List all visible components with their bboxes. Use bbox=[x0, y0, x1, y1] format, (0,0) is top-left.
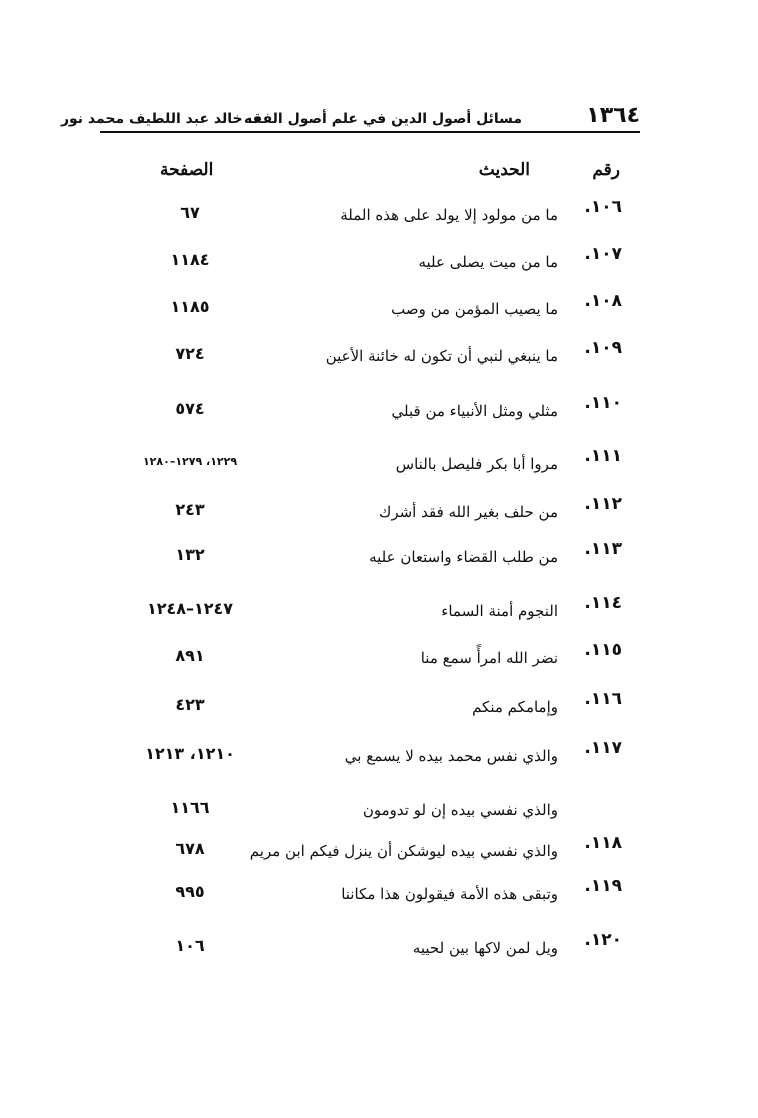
hadith-number: ١٠٨. bbox=[584, 291, 622, 311]
hadith-number: ١٠٧. bbox=[584, 244, 622, 264]
hadith-text: والذي نفس محمد بيده لا يسمع بي bbox=[344, 747, 558, 765]
heading-page: الصفحة bbox=[160, 160, 214, 180]
hadith-number: ١١٨. bbox=[584, 833, 622, 853]
page-reference: ٤٢٣ bbox=[175, 695, 205, 714]
heading-hadith: الحديث bbox=[478, 160, 530, 180]
hadith-text: مثلي ومثل الأنبياء من قبلي bbox=[391, 402, 558, 420]
header-rule bbox=[100, 131, 640, 133]
page-reference: ١١٦٦ bbox=[170, 798, 210, 817]
author-name: د. خالد عبد اللطيف محمد نور bbox=[60, 111, 260, 127]
hadith-number: ١٢٠. bbox=[584, 930, 622, 950]
hadith-text: ما ينبغي لنبي أن تكون له خائنة الأعين bbox=[325, 347, 558, 365]
list-item bbox=[100, 196, 640, 236]
list-item bbox=[100, 832, 640, 872]
list-item bbox=[100, 688, 640, 728]
list-item bbox=[100, 337, 640, 377]
page-reference: ٥٧٤ bbox=[175, 399, 205, 418]
page-number: ١٣٦٤ bbox=[586, 103, 640, 128]
running-header bbox=[60, 103, 640, 132]
heading-number: رقم bbox=[592, 160, 620, 180]
list-item bbox=[100, 290, 640, 330]
hadith-number: ١١٦. bbox=[584, 689, 622, 709]
hadith-text: ويل لمن لاكها بين لحييه bbox=[412, 939, 558, 957]
list-item bbox=[100, 392, 640, 432]
list-item bbox=[100, 592, 640, 632]
page-reference: ١٠٦ bbox=[175, 936, 205, 955]
page-reference: ١٣٢ bbox=[175, 545, 205, 564]
hadith-number: ١١٠. bbox=[584, 393, 622, 413]
hadith-number: ١٠٦. bbox=[584, 197, 622, 217]
hadith-number: ١١٢. bbox=[584, 494, 622, 514]
page-reference: ٦٧٨ bbox=[175, 839, 205, 858]
hadith-number: ١١٧. bbox=[584, 738, 622, 758]
hadith-number: ١١٣. bbox=[584, 539, 622, 559]
list-item bbox=[100, 445, 640, 485]
page-reference: ١١٨٥ bbox=[170, 297, 210, 316]
hadith-text: وتبقى هذه الأمة فيقولون هذا مكاننا bbox=[341, 885, 558, 903]
page-reference: ٢٤٣ bbox=[175, 500, 205, 519]
hadith-text: والذي نفسي بيده ليوشكن أن ينزل فيكم ابن مريم bbox=[249, 842, 558, 860]
page-reference: ١٢٢٩، ١٢٧٩–١٢٨٠ bbox=[142, 455, 238, 468]
list-item bbox=[100, 639, 640, 679]
hadith-text: ما يصيب المؤمن من وصب bbox=[391, 300, 558, 318]
list-item bbox=[100, 737, 640, 777]
list-item bbox=[100, 791, 640, 831]
page-reference: ١٢٤٧–١٢٤٨ bbox=[146, 599, 234, 618]
hadith-text: من حلف بغير الله فقد أشرك bbox=[378, 503, 558, 521]
list-item bbox=[100, 493, 640, 533]
page-reference: ٨٩١ bbox=[175, 646, 205, 665]
list-item bbox=[100, 875, 640, 915]
hadith-text: والذي نفسي بيده إن لو تدومون bbox=[362, 801, 558, 819]
hadith-text: مروا أبا بكر فليصل بالناس bbox=[395, 455, 558, 473]
hadith-number: ١١١. bbox=[584, 446, 622, 466]
hadith-text: ما من مولود إلا يولد على هذه الملة bbox=[340, 206, 558, 224]
hadith-number: ١١٩. bbox=[584, 876, 622, 896]
page-reference: ٦٧ bbox=[180, 203, 200, 222]
hadith-text: النجوم أمنة السماء bbox=[441, 602, 558, 620]
hadith-number: ١١٥. bbox=[584, 640, 622, 660]
hadith-number: ١١٤. bbox=[584, 593, 622, 613]
page-reference: ٧٢٤ bbox=[175, 344, 205, 363]
hadith-number: ١٠٩. bbox=[584, 338, 622, 358]
page-reference: ١٢١٠، ١٢١٣ bbox=[145, 744, 235, 763]
hadith-text: وإمامكم منكم bbox=[472, 698, 558, 716]
book-title: مسائل أصول الدين في علم أصول الفقه bbox=[244, 111, 522, 127]
list-item bbox=[100, 243, 640, 283]
list-item bbox=[100, 929, 640, 969]
page-reference: ١١٨٤ bbox=[170, 250, 210, 269]
page-reference: ٩٩٥ bbox=[175, 882, 205, 901]
list-item bbox=[100, 538, 640, 578]
column-headings bbox=[100, 156, 640, 186]
hadith-text: من طلب القضاء واستعان عليه bbox=[369, 548, 558, 566]
hadith-text: ما من ميت يصلى عليه bbox=[418, 253, 558, 271]
hadith-text: نضر الله امرأً سمع منا bbox=[420, 649, 558, 667]
